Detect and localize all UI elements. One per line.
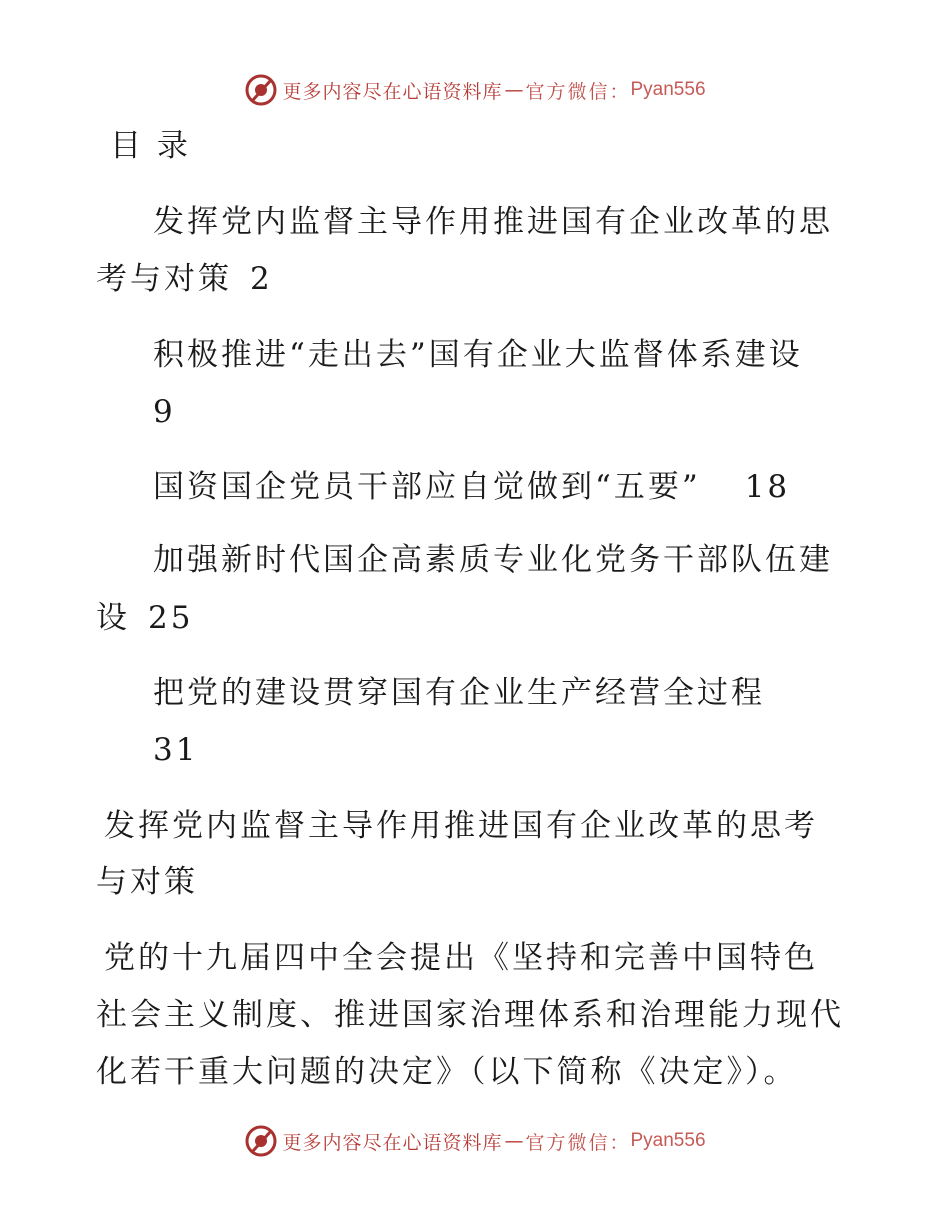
toc-entry-1-line-1[interactable]: 发挥党内监督主导作用推进国有企业改革的思	[153, 204, 833, 240]
toc-entry-1-page: 2	[250, 261, 273, 297]
article-body-line-2: 社会主义制度、推进国家治理体系和治理能力现代	[96, 997, 844, 1033]
pen-logo-icon	[244, 1124, 278, 1158]
toc-entry-4-page: 25	[148, 600, 194, 636]
toc-entry-1-line-2[interactable]	[96, 259, 273, 299]
article-body-line-1: 党的十九届四中全会提出《坚持和完善中国特色	[104, 940, 818, 976]
toc-entry-3-title: 国资国企党员干部应自觉做到“五要”	[153, 469, 701, 505]
toc-entry-4-line-2[interactable]	[96, 598, 193, 638]
article-title-line-1: 发挥党内监督主导作用推进国有企业改革的思考	[104, 808, 818, 844]
toc-entry-5-line-1[interactable]: 把党的建设贯穿国有企业生产经营全过程	[153, 675, 765, 711]
toc-entry-1-title-end: 考与对策	[96, 261, 232, 297]
watermark-banner-top	[0, 70, 950, 110]
toc-entry-2-page: 9	[153, 394, 176, 430]
watermark-brand: 更多内容尽在心语资料库	[282, 80, 503, 103]
article-title-line-2: 与对策	[96, 864, 198, 900]
watermark-banner-bottom	[0, 1121, 950, 1161]
watermark-label: 官方微信：	[525, 1131, 631, 1154]
toc-entry-3-page: 18	[744, 469, 791, 505]
watermark-brand: 更多内容尽在心语资料库	[282, 1131, 503, 1154]
pen-logo-icon	[244, 73, 278, 107]
watermark-wechat-id: Pyan556	[630, 79, 706, 100]
watermark-separator: —	[504, 79, 524, 101]
article-body-line-3: 化若干重大问题的决定》（以下简称《决定》）。	[96, 1054, 798, 1090]
toc-entry-3[interactable]	[153, 467, 790, 507]
watermark-separator: —	[504, 1130, 524, 1152]
watermark-wechat-id: Pyan556	[630, 1130, 706, 1151]
toc-entry-4-line-1[interactable]: 加强新时代国企高素质专业化党务干部队伍建	[153, 542, 833, 578]
watermark-label: 官方微信：	[525, 80, 631, 103]
toc-heading: 目 录	[110, 128, 191, 164]
toc-entry-5-page: 31	[153, 732, 199, 768]
toc-entry-2-line-1[interactable]: 积极推进“走出去”国有企业大监督体系建设	[153, 337, 803, 373]
toc-entry-4-title-end: 设	[96, 600, 130, 636]
